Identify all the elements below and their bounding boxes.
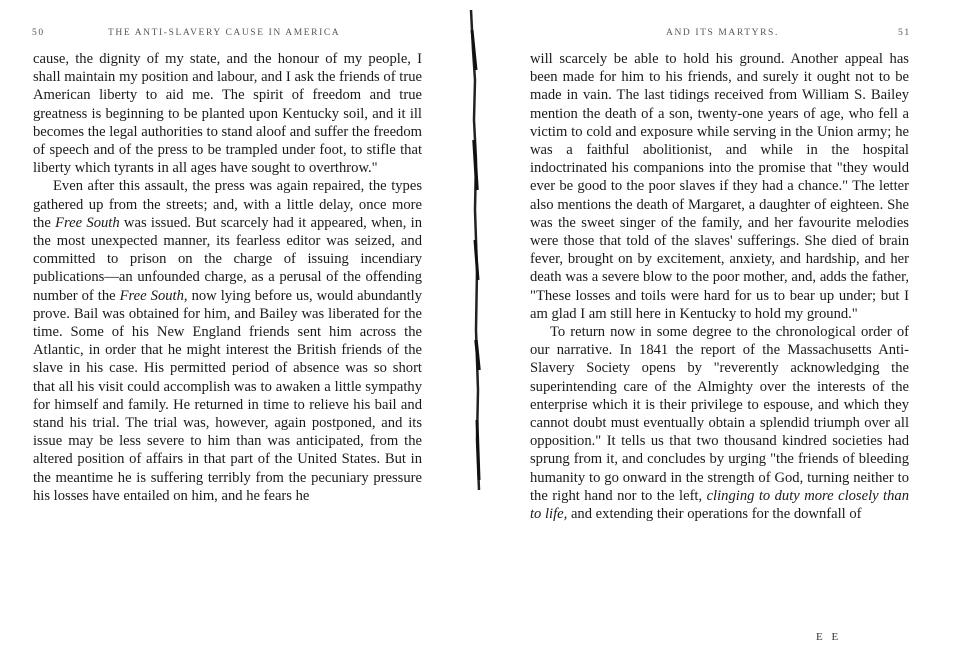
right-p2-italic: clinging to duty more closely than to life,	[530, 487, 909, 523]
signature-mark: E E	[816, 631, 842, 643]
right-p2-text-b: and extending their operations for the downfall of	[567, 506, 862, 523]
left-p2-italic-2: Free South,	[119, 287, 188, 304]
left-p2-text-b: was issued. But scarcely had it appeared, when, in the most unexpected manner, its fearless editor was seized, and committed to prison on the charge of issuing incendiary publications—an unfounded charge, as a perusal of the offending number of the	[33, 214, 422, 304]
left-p2-text-c: now lying before us, would abundantly prove. Bail was obtained for him, and Bailey was liberated for the time. Some of his New England friends sent him across the Atlantic, in order that he might interest the British friends of the slave in his case. His permitted period of absence was so short that all his visit could accomplish was to awaken a little sympathy for himself and family. He returned in time to relieve his bail and stand his trial. The trial was, however, again postponed, and its issue may be less severe to him than was anticipated, from the altered position of affairs in that part of the United States. But in the meantime he is suffering terribly from the pecuniary pressure his losses have entailed on him, and he fears he	[33, 287, 423, 504]
right-page	[480, 0, 980, 668]
left-page-number: 50	[32, 28, 45, 38]
right-body-text	[530, 50, 909, 523]
left-p2-italic-1: Free South	[55, 214, 120, 231]
left-p2-text-a: Even after this assault, the press was again repaired, the types gathered up from the streets; and, with a little delay, once more the	[33, 178, 422, 231]
right-running-title: AND ITS MARTYRS.	[666, 28, 779, 38]
left-paragraph-1: cause, the dignity of my state, and the honour of my people, I shall maintain my position and labour, and I ask the friends of true American liberty to aid me. The spirit of freedom and true greatness is beginning to be planted upon Kentucky soil, and it ill becomes the legal authorities to stand aloof and suffer the freedom of speech and of the press to be trampled under foot, to stifle that liberty which tyrants in all ages have sought to overthrow."	[33, 51, 422, 177]
left-running-title: THE ANTI-SLAVERY CAUSE IN AMERICA	[108, 28, 341, 38]
left-paragraph-2	[33, 177, 422, 505]
right-paragraph-2	[530, 323, 909, 523]
left-body-text	[33, 50, 422, 505]
right-p2-text-a: To return now in some degree to the chronological order of our narrative. In 1841 the report of the Massachusetts Anti-Slavery Society opens by "reverently acknowledging the superintending care of the Almighty over the interests of the enterprise which it is their privilege to espouse, and which they cannot doubt must eventually obtain a splendid triumph over all opposition." It tells us that two thousand kindred societies had sprung from it, and concludes by urging "the friends of bleeding humanity to go onward in the strength of God, turning neither to the right hand nor to the left,	[530, 324, 909, 504]
right-paragraph-1: will scarcely be able to hold his ground. Another appeal has been made for him to his friends, and surely it ought not to be made in vain. The last tidings received from William S. Bailey mention the death of a son, twenty-one years of age, who fell a victim to cold and exposure while serving in the Union army; he was a faithful abolitionist, and while in the hospital indoctrinated his companions into the promise that "they would ever be good to the poor slaves if they had a chance." The letter also mentions the death of Margaret, a daughter of eighteen. She was the sweet singer of the family, and her favourite melodies were those that told of the slaves' sufferings. She died of brain fever, brought on by excitement, anxiety, and hardship, and her death was a severe blow to the poor mother, and, adds the father, "These losses and toils were hard for us to bear up under; but I am glad I am still here in Kentucky to hold my ground."	[530, 51, 909, 322]
left-page	[0, 0, 470, 668]
right-page-number: 51	[898, 28, 911, 38]
